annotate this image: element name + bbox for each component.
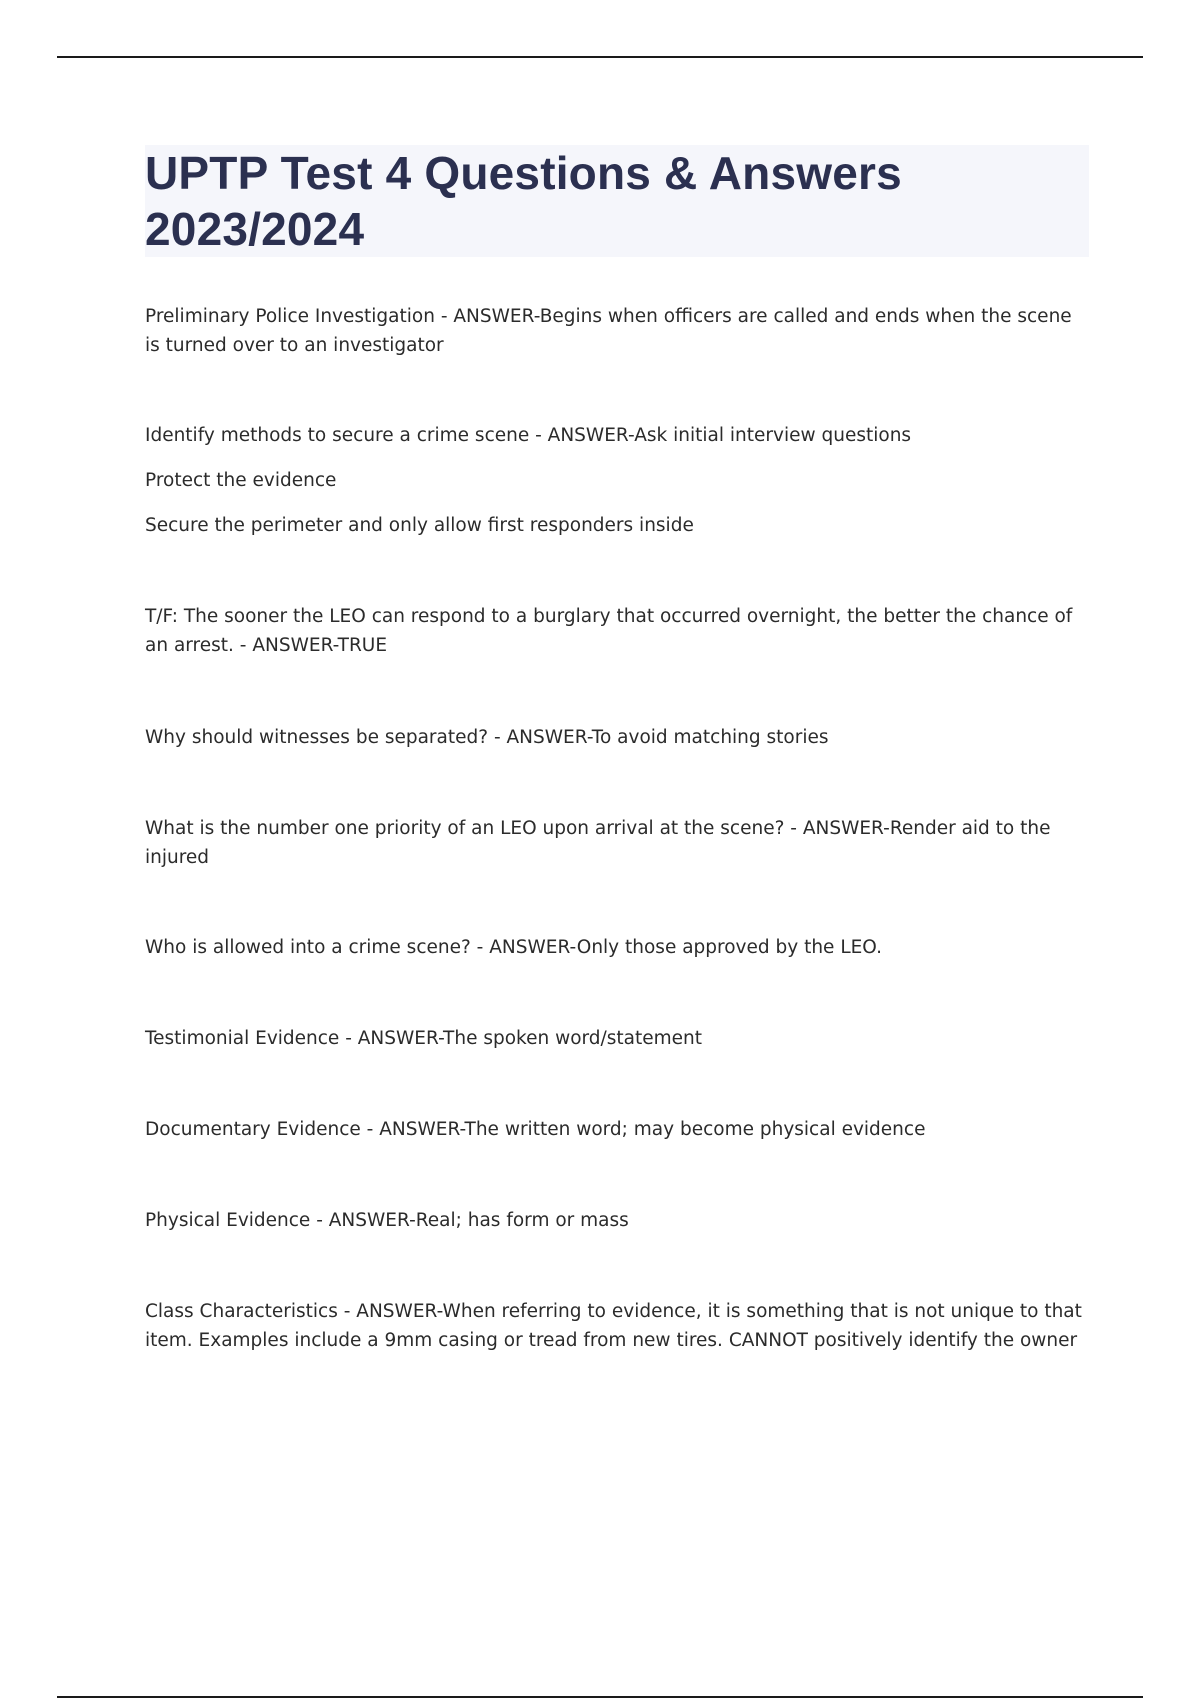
qa-entry: What is the number one priority of an LEO upon arrival at the scene? - ANSWER-Render aid to the injured	[145, 818, 1051, 868]
qa-entry-continuation: Secure the perimeter and only allow first responders inside	[145, 515, 694, 536]
qa-entry: Preliminary Police Investigation - ANSWER-Begins when officers are called and ends when the scene is turned over to an investigator	[145, 306, 1072, 356]
qa-entry-continuation: Protect the evidence	[145, 470, 337, 491]
qa-entry: Why should witnesses be separated? - ANSWER-To avoid matching stories	[145, 727, 829, 748]
qa-entry: Testimonial Evidence - ANSWER-The spoken word/statement	[145, 1028, 703, 1049]
qa-entry: Class Characteristics - ANSWER-When referring to evidence, it is something that is not unique to that item. Examples include a 9mm casing or tread from new tires. CANNOT positively identify the owner	[145, 1301, 1082, 1351]
qa-entry: Identify methods to secure a crime scene - ANSWER-Ask initial interview questions	[145, 425, 912, 446]
qa-entry: T/F: The sooner the LEO can respond to a burglary that occurred overnight, the better the chance of an arrest. - ANSWER-TRUE	[145, 606, 1073, 656]
qa-entry: Physical Evidence - ANSWER-Real; has form or mass	[145, 1210, 629, 1231]
qa-entry: Documentary Evidence - ANSWER-The written word; may become physical evidence	[145, 1119, 926, 1140]
bottom-rule	[57, 1696, 1143, 1698]
page-title: UPTP Test 4 Questions & Answers 2023/2024	[145, 147, 902, 255]
top-rule	[57, 56, 1143, 58]
title-banner	[145, 145, 1089, 257]
qa-entry: Who is allowed into a crime scene? - ANSWER-Only those approved by the LEO.	[145, 937, 883, 958]
